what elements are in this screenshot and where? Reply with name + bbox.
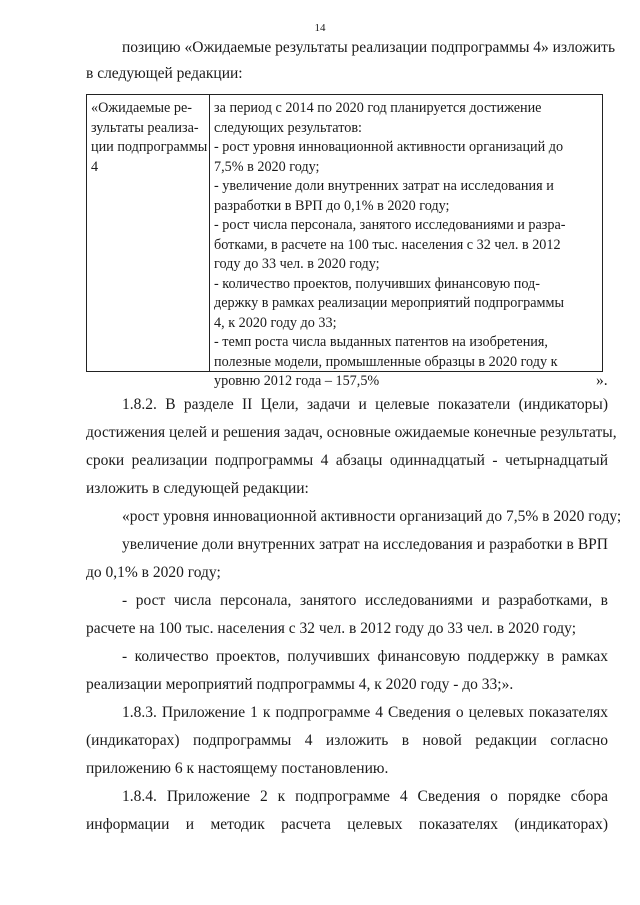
right-cell-line: полезные модели, промышленные образцы в 2020 году к	[214, 353, 558, 370]
right-cell-line: следующих результатов:	[214, 119, 362, 136]
p183-line-3: приложению 6 к настоящему постановлению.	[86, 760, 389, 777]
right-cell-line: году до 33 чел. в 2020 году;	[214, 256, 380, 272]
p182-line-1: 1.8.2. В разделе II Цели, задачи и целевые показатели (индикаторы)	[122, 396, 608, 413]
right-cell-line: разработки в ВРП до 0,1% в 2020 году;	[214, 197, 450, 214]
quote-line-4a: - количество проектов, получивших финансовую поддержку в рамках	[122, 648, 608, 665]
p184-line-1: 1.8.4. Приложение 2 к подпрограмме 4 Сведения о порядке сбора	[122, 788, 608, 805]
table-right-cell	[214, 99, 598, 392]
left-cell-line: 4	[91, 158, 99, 175]
left-cell-line: ции подпрограммы	[91, 139, 208, 155]
table-column-divider	[209, 95, 210, 371]
quote-line-4b: реализации мероприятий подпрограммы 4, к 2020 году - до 33;».	[86, 676, 514, 693]
intro-line-1: позицию «Ожидаемые результаты реализации подпрограммы 4» изложить	[122, 39, 616, 56]
p182-line-3: сроки реализации подпрограммы 4 абзацы одиннадцатый - четырнадцатый	[86, 452, 608, 469]
right-cell-line: - темп роста числа выданных патентов на изобретения,	[214, 334, 548, 350]
p183-line-2: (индикаторах) подпрограммы 4 изложить в новой редакции согласно	[86, 732, 608, 749]
intro-line-2: в следующей редакции:	[86, 65, 243, 82]
quote-line-2b: до 0,1% в 2020 году;	[86, 564, 221, 581]
right-cell-line: уровню 2012 года – 157,5%	[214, 373, 380, 389]
right-cell-line: - увеличение доли внутренних затрат на исследования и	[214, 178, 554, 194]
quote-line-2a: увеличение доли внутренних затрат на исследования и разработки в ВРП	[122, 536, 608, 553]
quote-line-3a: - рост числа персонала, занятого исследованиями и разработками, в	[122, 592, 608, 609]
right-cell-line: 4, к 2020 году до 33;	[214, 314, 337, 331]
page-number: 14	[314, 22, 326, 34]
results-table	[86, 94, 603, 389]
right-cell-line: - рост числа персонала, занятого исследованиями и разра-	[214, 217, 566, 233]
left-cell-line: зультаты реализа-	[91, 119, 199, 136]
right-cell-line: 7,5% в 2020 году;	[214, 158, 320, 175]
quote-line-3b: расчете на 100 тыс. населения с 32 чел. в 2012 году до 33 чел. в 2020 году;	[86, 620, 576, 637]
right-cell-line: - количество проектов, получивших финансовую под-	[214, 275, 540, 292]
p182-line-4: изложить в следующей редакции:	[86, 480, 309, 497]
table-left-cell	[91, 99, 207, 177]
p183-line-1: 1.8.3. Приложение 1 к подпрограмме 4 Сведения о целевых показателях	[122, 704, 608, 721]
left-cell-line: «Ожидаемые ре-	[91, 100, 193, 116]
p184-line-2: информации и методик расчета целевых показателях (индикаторах)	[86, 816, 608, 833]
table-closing-quote: ».	[596, 372, 608, 389]
quote-line-1: «рост уровня инновационной активности организаций до 7,5% в 2020 году;	[122, 508, 622, 525]
p182-line-2: достижения целей и решения задач, основные ожидаемые конечные результаты,	[86, 424, 617, 441]
right-cell-line: за период с 2014 по 2020 год планируется достижение	[214, 100, 542, 116]
right-cell-line: - рост уровня инновационной активности организаций до	[214, 139, 564, 155]
right-cell-line: ботками, в расчете на 100 тыс. населения с 32 чел. в 2012	[214, 236, 561, 253]
right-cell-line: держку в рамках реализации мероприятий подпрограммы	[214, 295, 565, 311]
